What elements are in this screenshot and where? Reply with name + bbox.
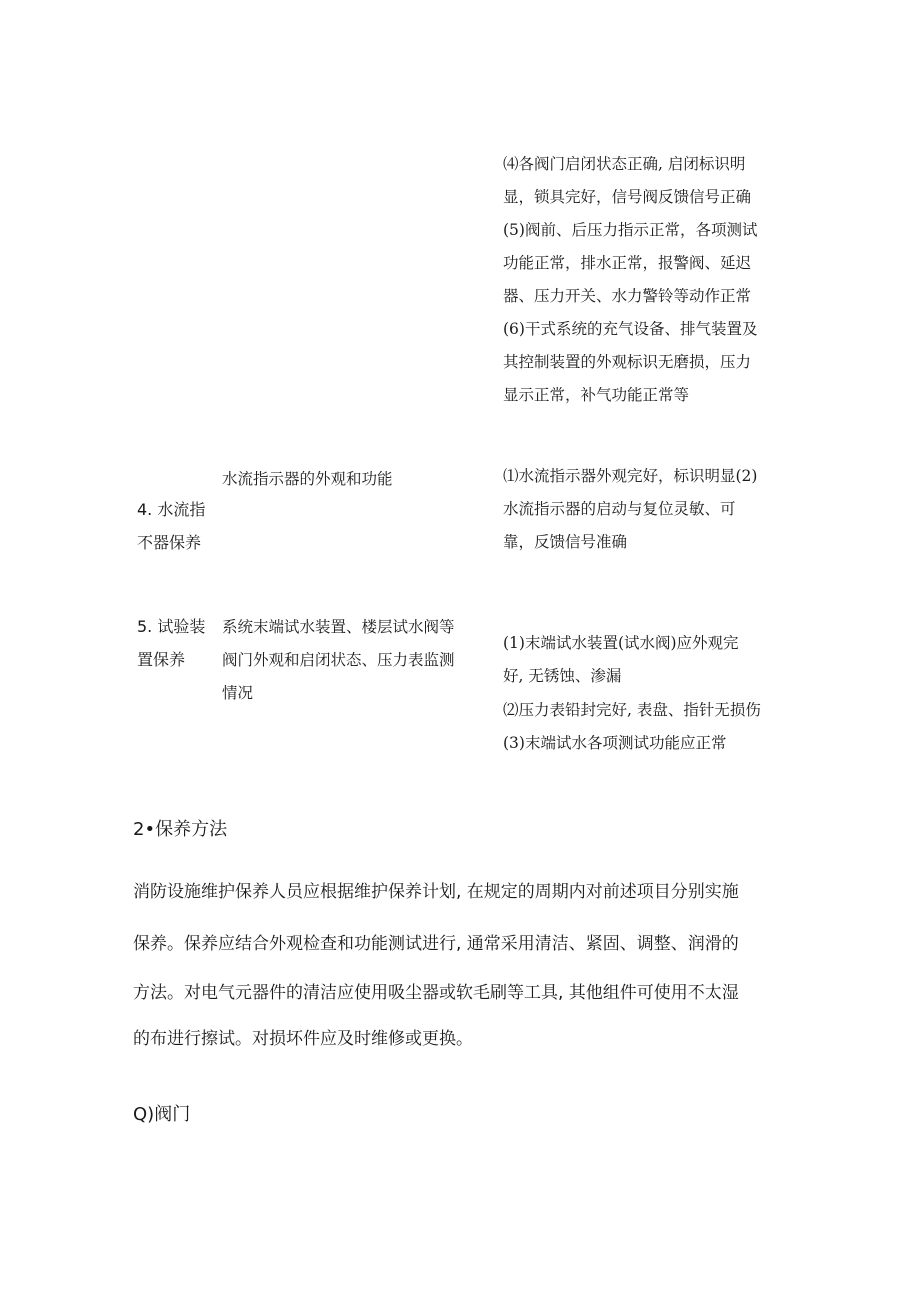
row5-content-line: 系统末端试水装置、楼层试水阀等 (222, 618, 455, 636)
row3-req-line: 其控制装置的外观标识无磨损，压力 (503, 353, 752, 371)
subsection-heading: Q)阀门 (133, 1104, 191, 1125)
row3-req-line: ⑷各阀门启闭状态正确, 启闭标识明 (503, 155, 746, 173)
row4-content: 水流指示器的外观和功能 (222, 470, 393, 488)
row3-req-line: (6)干式系统的充气设备、排气装置及 (503, 320, 758, 338)
row5-req-line: (1)末端试水装置(试水阀)应外观完 (503, 634, 739, 652)
row5-content-line: 阀门外观和启闭状态、压力表监测 (222, 651, 455, 669)
paragraph-line: 消防设施维护保养人员应根据维护保养计划, 在规定的周期内对前述项目分别实施 (133, 882, 739, 902)
paragraph-line: 保养。保养应结合外观检查和功能测试进行, 通常采用清洁、紧固、调整、润滑的 (133, 934, 739, 954)
row5-item-name: 5. 试验装 (137, 617, 206, 636)
section-heading: 2•保养方法 (133, 819, 228, 840)
row5-req-line: ⑵压力表铅封完好, 表盘、指针无损伤 (503, 701, 761, 719)
row3-req-line: 功能正常，排水正常，报警阀、延迟 (503, 254, 752, 272)
row5-content-line: 情况 (222, 684, 254, 702)
row3-req-line: 显，锁具完好，信号阀反馈信号正确 (503, 188, 752, 206)
row5-req-line: 好, 无锈蚀、渗漏 (503, 667, 622, 685)
paragraph-line: 的布进行擦试。对损坏件应及时维修或更换。 (133, 1029, 473, 1049)
row3-req-line: (5)阀前、后压力指示正常，各项测试 (503, 221, 758, 239)
row4-req-line: 水流指示器的启动与复位灵敏、可 (503, 500, 736, 518)
paragraph-line: 方法。对电气元器件的清洁应使用吸尘器或软毛刷等工具, 其他组件可使用不太湿 (133, 983, 739, 1003)
row4-item-name: 不器保养 (137, 533, 202, 552)
row4-req-line: 靠，反馈信号准确 (503, 533, 628, 551)
row3-req-line: 显示正常，补气功能正常等 (503, 386, 690, 404)
row4-item-name: 4. 水流指 (137, 500, 206, 519)
row5-item-name: 置保养 (137, 650, 186, 669)
row5-req-line: (3)末端试水各项测试功能应正常 (503, 734, 727, 752)
row4-req-line: ⑴水流指示器外观完好，标识明显(2) (503, 467, 758, 485)
row3-req-line: 器、压力开关、水力警铃等动作正常 (503, 287, 752, 305)
